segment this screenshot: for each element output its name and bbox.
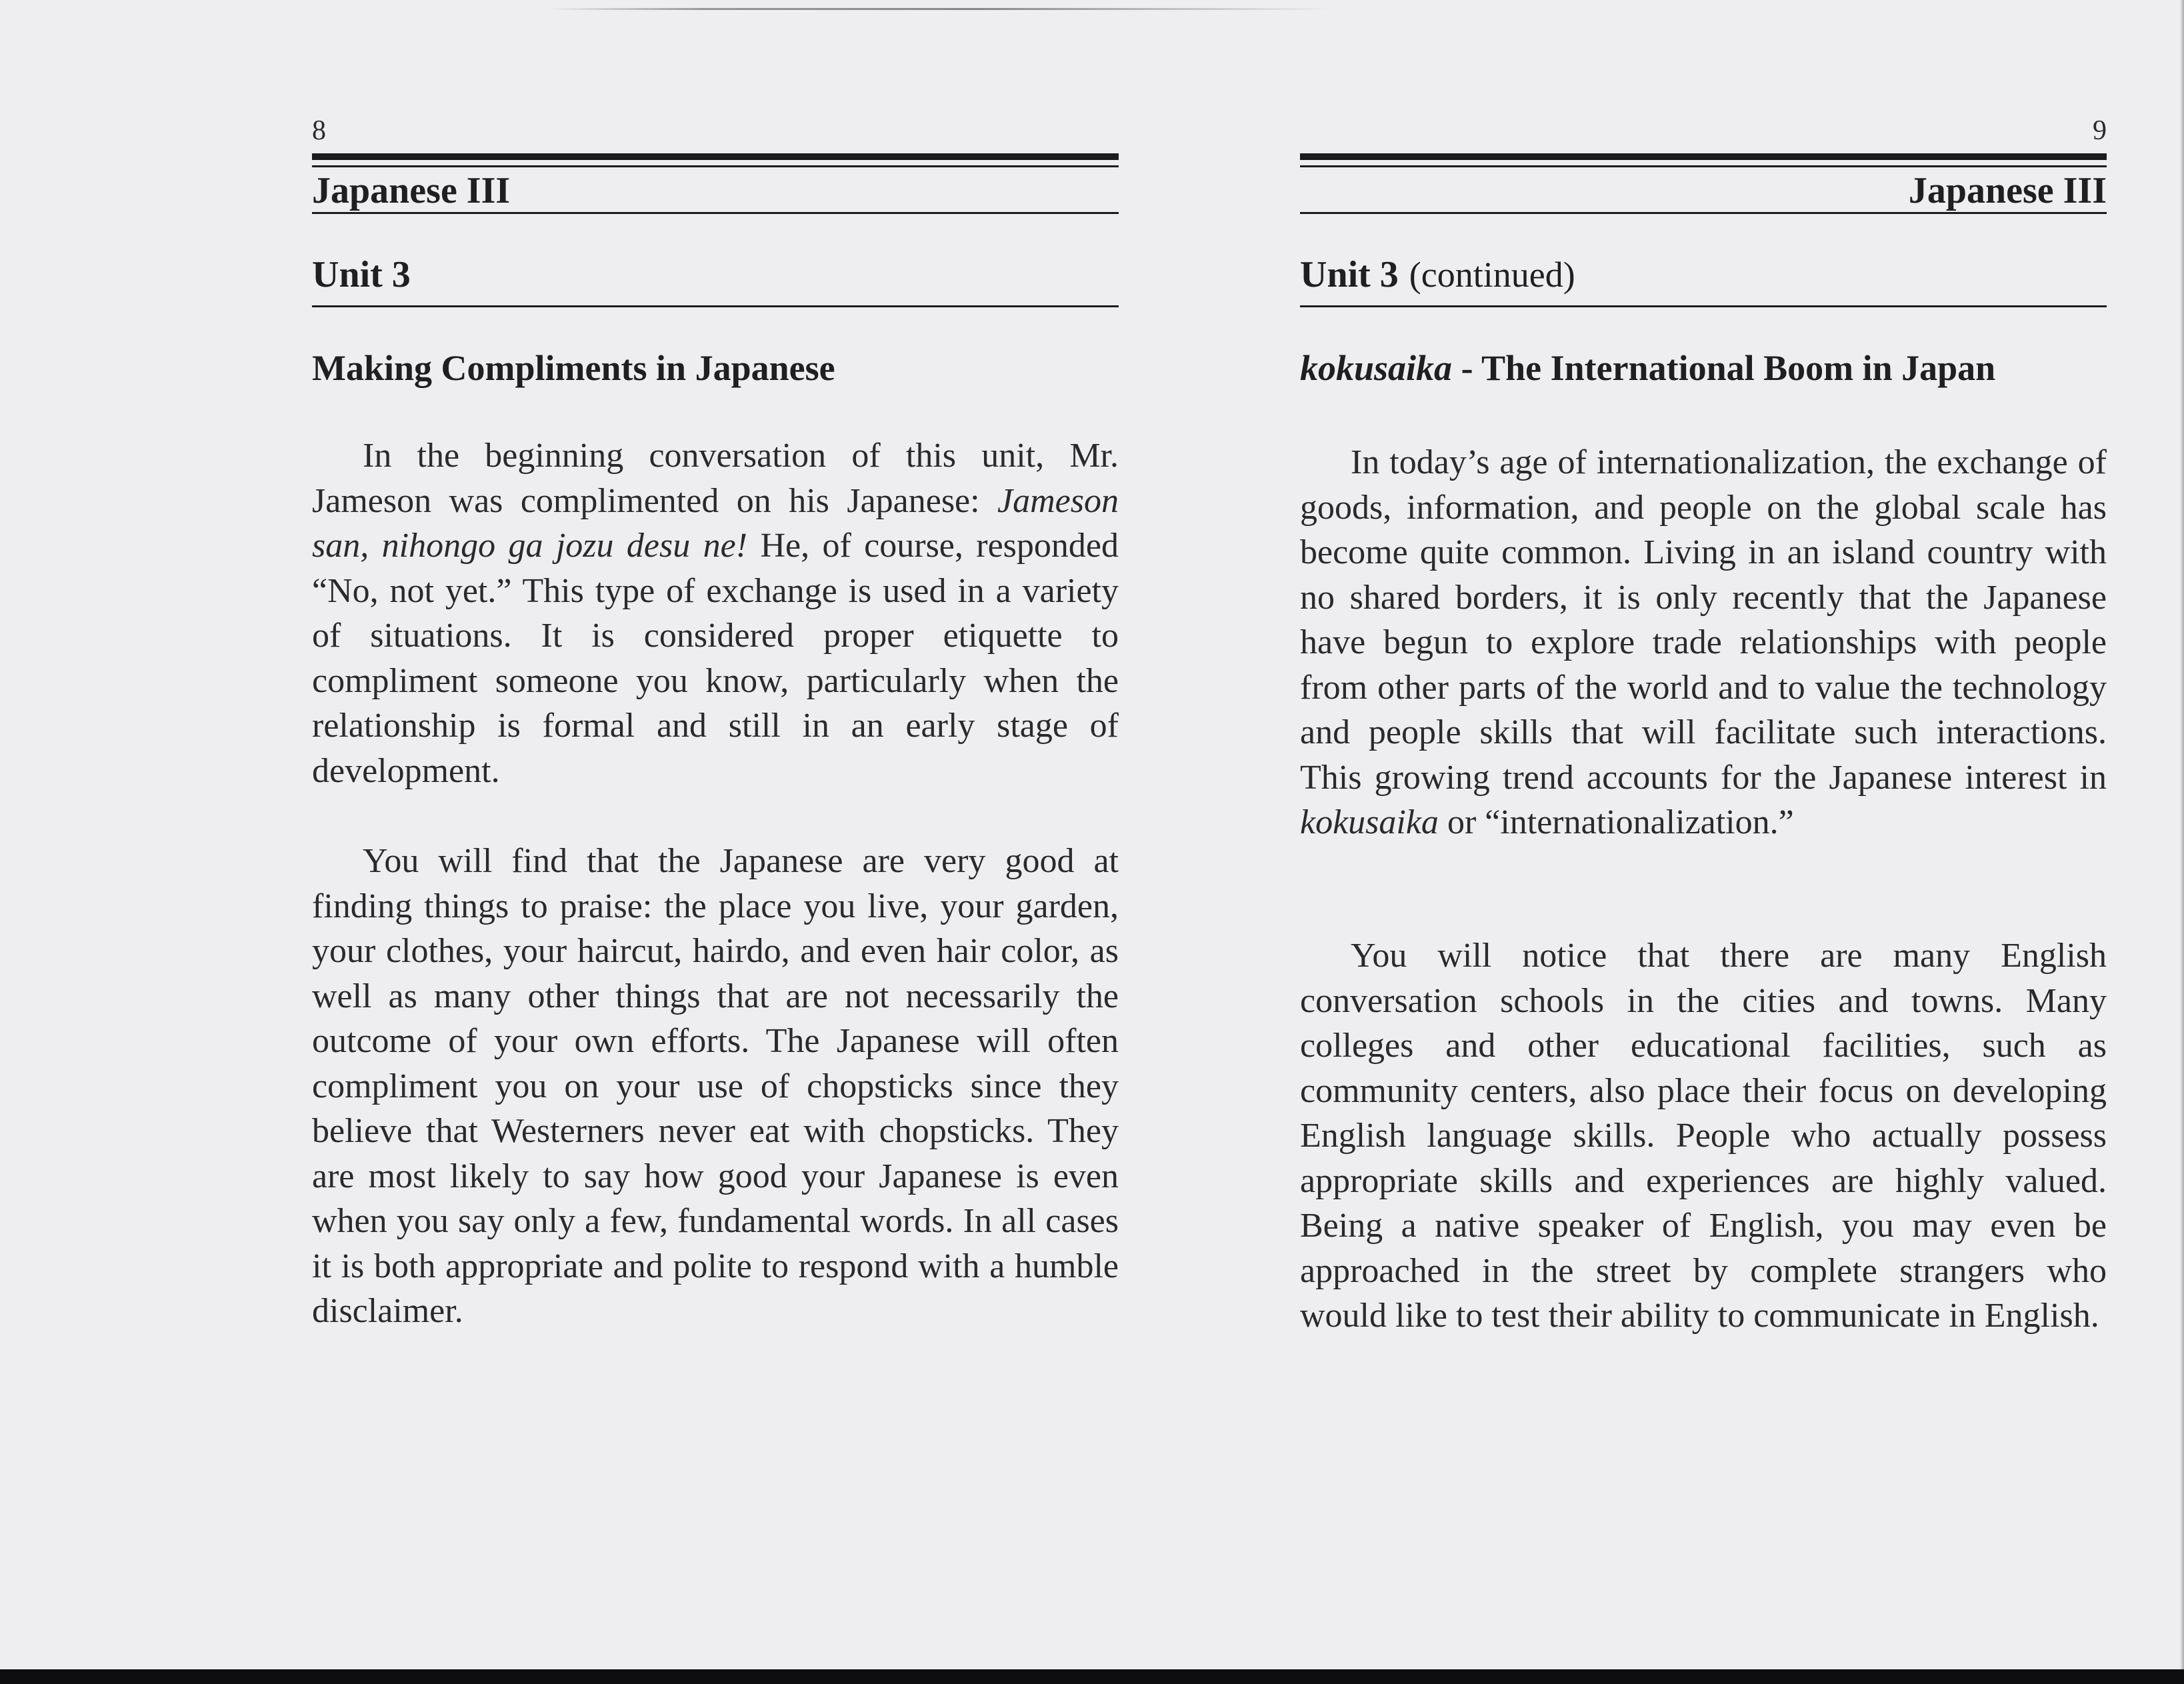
header-rule-thick <box>312 153 1119 160</box>
page-number: 9 <box>2093 115 2107 146</box>
body-paragraph-1 <box>1300 440 2107 845</box>
paragraph-text: You will find that the Japanese are very good at finding things to praise: the place you live, your garden, your clothes, your haircut, hairdo, and even hair color, as well as many other things that are not necessarily the outcome of your own efforts. The Japanese will often compliment you on your use of chopsticks since they believe that Westerners never eat with chopsticks. They are most likely to say how good your Japanese is even when you say only a few, fundamental words. In all cases it is both appropriate and polite to respond with a humble disclaimer. <box>312 842 1119 1330</box>
page-number: 8 <box>312 115 326 146</box>
title-rule <box>1300 212 2107 214</box>
paragraph-text: You will notice that there are many English conversation schools in the cities and towns. Many colleges and other educational facilities, such as community centers, also place their focus on developing English language skills. People who actually possess appropriate skills and experiences are highly valued. Being a native speaker of English, you may even be approached in the street by complete strangers who would like to test their ability to communicate in English. <box>1300 937 2107 1335</box>
title-rule <box>312 212 1119 214</box>
paragraph-text: In today’s age of internationalization, the exchange of goods, information, and people on the global scale has become quite common. Living in an island country with no shared borders, it is only recently that the Japanese have begun to explore trade relationships with people from other parts of the world and to value the technology and people skills that will facilitate such interactions. This growing trend accounts for the Japanese interest in <box>1300 443 2107 797</box>
section-term: kokusaika <box>1300 348 1453 388</box>
paragraph-text: He, of course, responded “No, not yet.” This type of exchange is used in a variety of situations. It is considered proper etiquette to compliment someone you know, particularly when the relationship is formal and still in an early stage of development. <box>312 527 1119 790</box>
book-title: Japanese III <box>312 170 511 211</box>
body-paragraph-2 <box>1300 933 2107 1339</box>
section-heading <box>1300 347 1995 389</box>
body-paragraph-1 <box>312 433 1119 793</box>
unit-rule <box>1300 305 2107 307</box>
unit-label: Unit 3 <box>1300 254 1399 295</box>
left-page <box>312 0 1119 1684</box>
unit-continued-label: (continued) <box>1409 255 1575 295</box>
header-rule-thin <box>312 165 1119 167</box>
book-title: Japanese III <box>1908 170 2107 211</box>
header-rule-thin <box>1300 165 2107 167</box>
body-paragraph-2 <box>312 839 1119 1334</box>
paragraph-text: In the beginning conversation of this unit, Mr. Jameson was complimented on his Japanese: <box>312 437 1119 520</box>
section-title-rest: - The International Boom in Japan <box>1452 348 1996 388</box>
right-page <box>1300 0 2107 1684</box>
scan-right-edge <box>2180 0 2184 1684</box>
section-heading: Making Compliments in Japanese <box>312 348 835 388</box>
header-rule-thick <box>1300 153 2107 160</box>
unit-rule <box>312 305 1119 307</box>
japanese-term: kokusaika <box>1300 803 1439 841</box>
japanese-phrase: Jameson san, nihongo ga jozu desu ne! <box>312 481 1119 565</box>
unit-heading <box>1300 253 1575 296</box>
scan-bottom-edge <box>0 1669 2184 1684</box>
paragraph-text: or “internationalization.” <box>1438 803 1794 841</box>
unit-heading: Unit 3 <box>312 254 411 295</box>
